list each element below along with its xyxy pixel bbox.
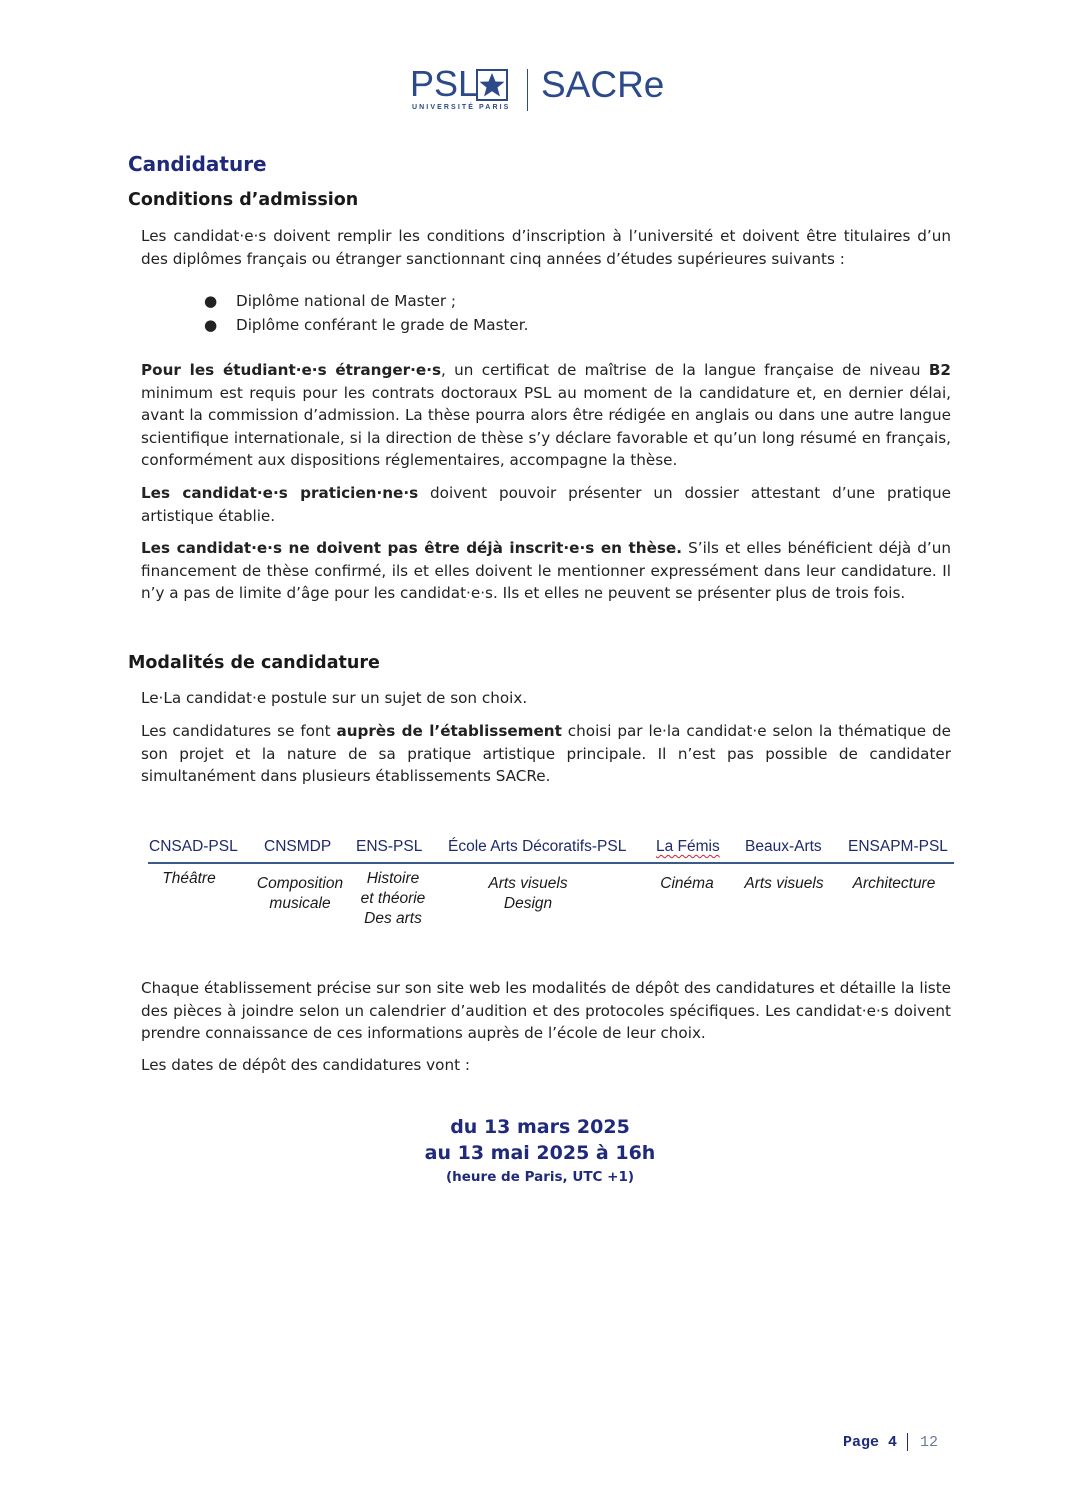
foreign-text-1: , un certificat de maîtrise de la langue française de niveau	[441, 361, 929, 379]
table-header-cell: ENS-PSL	[356, 838, 423, 855]
admission-heading: Conditions d’admission	[128, 190, 359, 210]
table-cell	[734, 874, 834, 894]
modalities-p3: Chaque établissement précise sur son site web les modalités de dépôt des candidatures et détaille la liste des pièces à joindre selon un calendrier d’audition et des protocoles spécifiques. Les candidat·e·s doivent prendre connaissance de ces informations auprès de l’école de leur choix.	[141, 979, 951, 1042]
practitioners-bold: Les candidat·e·s praticien·ne·s	[141, 484, 419, 502]
page-number: Page 4	[843, 1433, 898, 1451]
table-cell-line: Arts visuels	[488, 875, 568, 892]
footer-divider	[907, 1433, 908, 1451]
table-header-rule	[148, 862, 954, 864]
star-icon	[476, 69, 508, 101]
table-cell-line: Composition	[256, 875, 344, 892]
table-cell-line: Cinéma	[660, 875, 714, 892]
modalities-p1: Le·La candidat·e postule sur un sujet de son choix.	[141, 689, 528, 707]
date-note: (heure de Paris, UTC +1)	[445, 1169, 635, 1185]
table-header-cell: ENSAPM-PSL	[848, 838, 948, 855]
enrolled-text: S’ils et elles bénéficient déjà d’un financement de thèse confirmé, ils et elles doivent le mentionner expressément dans leur candidature. Il n’y a pas de limite d’âge pour les candidat·e·s. Ils et elles ne peuvent se présenter plus de trois fois.	[141, 539, 952, 602]
logo-divider	[527, 69, 528, 111]
foreign-students-bold: Pour les étudiant·e·s étranger·e·s	[141, 361, 442, 379]
table-header-cell: CNSMDP	[264, 838, 332, 855]
foreign-text-2: minimum est requis pour les contrats doctoraux PSL au moment de la candidature et, en dernier délai, avant la commission d’admission. La thèse pourra alors être rédigée en anglais ou dans une autre langue scientifique internationale, si la direction de thèse s’y déclare favorable et qu’un long résumé en français, conformément aux dispositions réglementaires, accompagne la thèse.	[141, 383, 951, 469]
list-item-text: Diplôme conférant le grade de Master.	[236, 316, 529, 334]
bullet-icon: ●	[204, 316, 218, 334]
logo-psl-subtitle: UNIVERSITÉ PARIS	[412, 104, 511, 111]
modalities-p2-a: Les candidatures se font	[141, 722, 337, 740]
date-from: du 13 mars 2025	[450, 1116, 630, 1138]
table-header-cell: Beaux-Arts	[745, 838, 822, 855]
psl-sacre-logo	[410, 63, 680, 114]
table-cell	[642, 874, 732, 894]
table-cell-line: Arts visuels	[744, 875, 824, 892]
table-header-cell: La Fémis	[656, 838, 720, 855]
list-item-text: Diplôme national de Master ;	[236, 292, 457, 310]
list-item	[204, 314, 528, 337]
practitioners-text: doivent pouvoir présenter un dossier attestant d’une pratique artistique établie.	[141, 484, 951, 525]
table-cell-line: Architecture	[852, 875, 936, 892]
list-item	[204, 290, 456, 313]
practitioners-paragraph	[141, 482, 951, 527]
modalities-p2	[141, 720, 951, 788]
table-cell	[468, 874, 588, 914]
date-to: au 13 mai 2025 à 16h	[424, 1142, 656, 1164]
section-title: Candidature	[128, 152, 267, 176]
enrolled-bold: Les candidat·e·s ne doivent pas être déjà inscrit·e·s en thèse.	[141, 539, 682, 557]
table-cell-line: Des arts	[364, 910, 422, 927]
table-header-cell: CNSAD-PSL	[149, 838, 238, 855]
table-cell-line: musicale	[269, 895, 331, 912]
page-total: 12	[920, 1433, 939, 1451]
enrolled-paragraph	[141, 537, 951, 605]
modalities-heading: Modalités de candidature	[128, 653, 380, 673]
language-level: B2	[928, 361, 951, 379]
modalities-p2-bold: auprès de l’établissement	[336, 722, 562, 740]
table-cell-line: et théorie	[360, 890, 426, 907]
table-cell-line: Histoire	[366, 870, 420, 887]
modalities-p2-b: choisi par le·la candidat·e selon la thématique de son projet et la nature de sa pratique artistique principale. Il n’est pas possible de candidater simultanément dans plusieurs établissements SACRe.	[141, 722, 952, 785]
table-cell-line: Design	[503, 895, 553, 912]
table-header-cell: École Arts Décoratifs-PSL	[448, 838, 627, 855]
foreign-students-paragraph	[141, 359, 951, 472]
table-cell	[139, 869, 239, 889]
table-cell	[346, 869, 440, 929]
logo-sacre-text: SACRe	[541, 64, 665, 105]
table-cell-line: Théâtre	[162, 870, 216, 887]
bullet-icon: ●	[204, 292, 218, 310]
admission-intro: Les candidat·e·s doivent remplir les conditions d’inscription à l’université et doivent être titulaires d’un des diplômes français ou étranger sanctionnant cinq années d’études supérieures suivants :	[141, 227, 951, 268]
logo-psl-text: PSL	[410, 63, 479, 104]
modalities-p4: Les dates de dépôt des candidatures vont :	[141, 1056, 470, 1074]
table-cell	[250, 874, 350, 914]
page-footer	[843, 1433, 938, 1451]
table-cell	[840, 874, 948, 894]
